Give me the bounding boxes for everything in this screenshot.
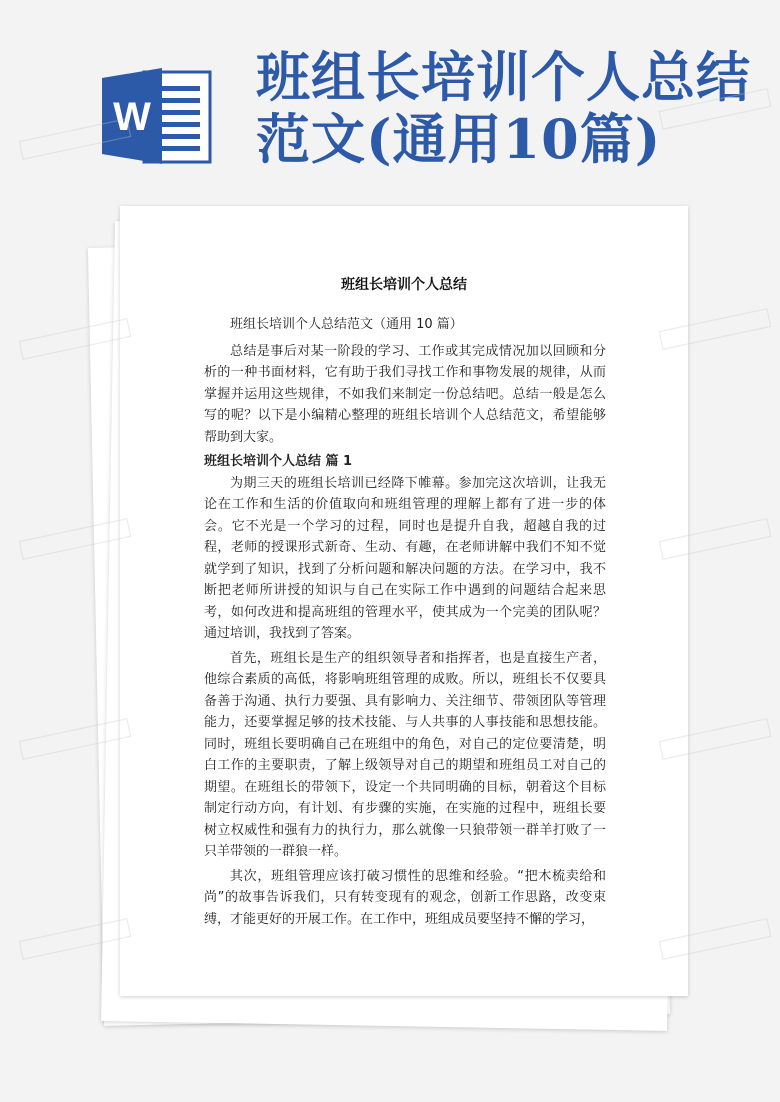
body-paragraph-2: 首先，班组长是生产的组织领导者和指挥者，也是直接生产者，他综合素质的高低，将影响班组管理的成败。所以，班组长不仅要具备善于沟通、执行力要强、具有影响力、关注细节、带领团队等管理能力，还要掌握足够的技术技能、与人共事的人事技能和思想技能。同时，班组长要明确自己在班组中的角色，对自己的定位要清楚，明白工作的主要职责，了解上级领导对自己的期望和班组员工对自己的期望。在班组长的带领下，设定一个共同明确的目标，朝着这个目标制定行动方向，有计划、有步骤的实施，在实施的过程中，班组长要树立权威性和强有力的执行力，那么就像一只狼带领一群羊打败了一只羊带领的一群狼一样。: [204, 650, 606, 859]
document-body: [204, 314, 606, 984]
page-title: 班组长培训个人总结范文(通用10篇): [256, 45, 751, 171]
body-paragraph-1: 为期三天的班组长培训已经降下帷幕。参加完这次培训，让我无论在工作和生活的价值取向和班组管理的理解上都有了进一步的体会。它不光是一个学习的过程，同时也是提升自我，超越自我的过程，老师的授课形式新奇、生动、有趣，在老师讲解中我们不知不觉就学到了知识，找到了分析问题和解决问题的方法。在学习中，我不断把老师所讲授的知识与自己在实际工作中遇到的问题结合起来思考，如何改进和提高班组的管理水平，使其成为一个完美的团队呢？通过培训，我找到了答案。: [204, 475, 606, 641]
document-page: [120, 206, 688, 996]
word-logo-letter: W: [113, 95, 151, 139]
document-subtitle: 班组长培训个人总结范文（通用 10 篇）: [230, 317, 463, 332]
document-title: 班组长培训个人总结: [341, 277, 467, 293]
page-header: [0, 0, 780, 190]
section-heading: 班组长培训个人总结 篇 1: [204, 454, 353, 469]
body-paragraph-3: 其次，班组管理应该打破习惯性的思维和经验。“把木梳卖给和尚”的故事告诉我们，只有转变现有的观念，创新工作思路，改变束缚，才能更好的开展工作。在工作中，班组成员要坚持不懈的学习，: [204, 868, 606, 927]
word-document-icon: [100, 64, 216, 168]
intro-paragraph: 总结是事后对某一阶段的学习、工作或其完成情况加以回顾和分析的一种书面材料，它有助于我们寻找工作和事物发展的规律，从而掌握并运用这些规律，不如我们来制定一份总结吧。总结一般是怎么写的呢？以下是小编精心整理的班组长培训个人总结范文，希望能够帮助到大家。: [204, 343, 606, 445]
